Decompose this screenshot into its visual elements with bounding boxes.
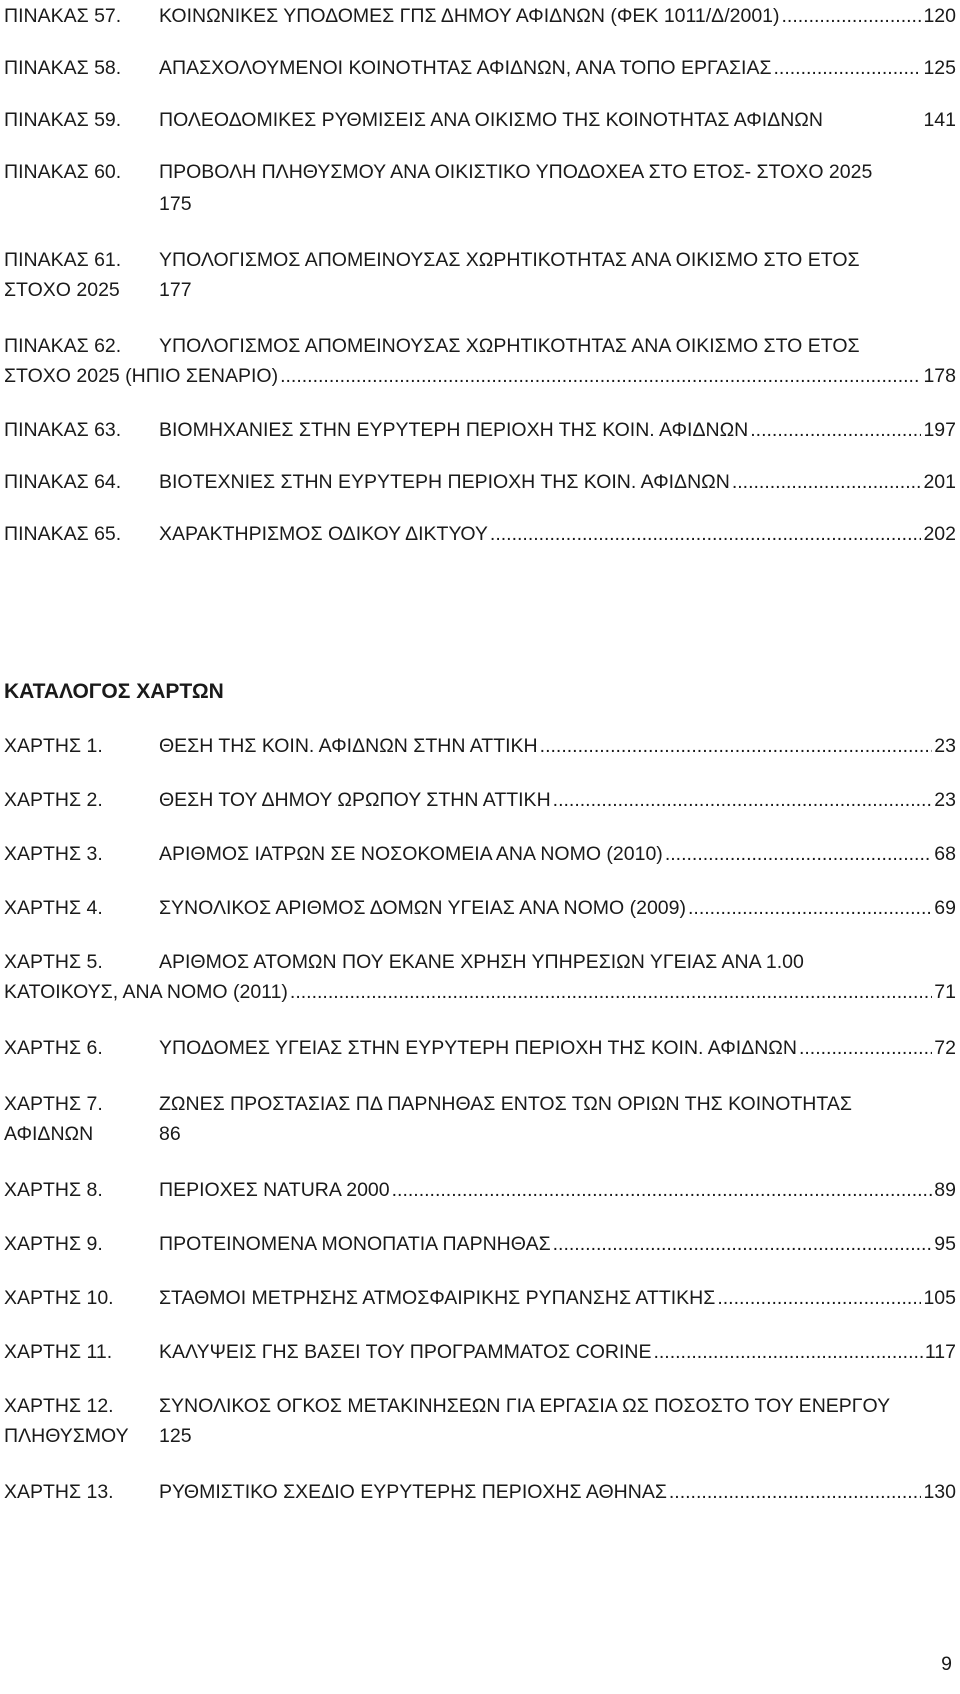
entry-page: 197 <box>923 419 956 441</box>
entry-leader <box>159 730 956 762</box>
toc-entry-map-11[interactable] <box>4 1336 956 1368</box>
entry-page: 125 <box>159 1425 192 1447</box>
page-number: 9 <box>941 1653 952 1675</box>
toc-entry-map-2[interactable] <box>4 784 956 816</box>
entry-leader <box>159 1282 956 1314</box>
entry-number-cont: ΠΛΗΘΥΣΜΟΥ <box>4 1425 129 1447</box>
entry-number: ΠΙΝΑΚΑΣ 57. <box>4 5 122 27</box>
dot-leader <box>799 1032 932 1064</box>
dot-leader <box>732 466 922 498</box>
entry-title: ΣΥΝΟΛΙΚΟΣ ΟΓΚΟΣ ΜΕΤΑΚΙΝΗΣΕΩΝ ΓΙΑ ΕΡΓΑΣΙΑ ΩΣ ΠΟΣΟΣΤΟ ΤΟΥ ΕΝΕΡΓΟΥ <box>159 1395 891 1417</box>
entry-number: ΧΑΡΤΗΣ 9. <box>4 1233 103 1255</box>
entry-number: ΠΙΝΑΚΑΣ 58. <box>4 57 122 79</box>
entry-page: 105 <box>923 1287 956 1309</box>
entry-page: 86 <box>159 1123 181 1145</box>
entry-number: ΠΙΝΑΚΑΣ 61. <box>4 249 122 271</box>
entry-leader <box>159 1174 956 1206</box>
dot-leader <box>717 1282 921 1314</box>
entry-page: 130 <box>923 1481 956 1503</box>
toc-entry-map-4[interactable] <box>4 892 956 924</box>
entry-title: ΚΑΛΥΨΕΙΣ ΓΗΣ ΒΑΣΕΙ ΤΟΥ ΠΡΟΓΡΑΜΜΑΤΟΣ CORINE <box>159 1341 652 1363</box>
toc-entry-map-7[interactable] <box>4 1088 956 1120</box>
entry-title: ΣΥΝΟΛΙΚΟΣ ΑΡΙΘΜΟΣ ΔΟΜΩΝ ΥΓΕΙΑΣ ΑΝΑ ΝΟΜΟ (2009) <box>159 897 686 919</box>
dot-leader <box>653 1336 922 1368</box>
dot-leader <box>290 976 932 1008</box>
entry-number: ΠΙΝΑΚΑΣ 64. <box>4 471 122 493</box>
toc-entry-map-13[interactable] <box>4 1476 956 1508</box>
entry-page: 178 <box>923 365 956 387</box>
toc-entry-table-62-cont <box>4 360 956 392</box>
entry-number: ΠΙΝΑΚΑΣ 59. <box>4 109 122 131</box>
toc-entry-map-10[interactable] <box>4 1282 956 1314</box>
entry-number: ΧΑΡΤΗΣ 11. <box>4 1341 113 1363</box>
entry-title: ΠΕΡΙΟΧΕΣ NATURA 2000 <box>159 1179 390 1201</box>
entry-leader <box>159 414 956 446</box>
entry-number: ΧΑΡΤΗΣ 13. <box>4 1481 114 1503</box>
toc-entry-map-5-cont <box>4 976 956 1008</box>
dot-leader <box>280 360 921 392</box>
entry-number-cont: ΣΤΟΧΟ 2025 <box>4 279 120 301</box>
entry-number: ΧΑΡΤΗΣ 2. <box>4 789 103 811</box>
entry-number: ΧΑΡΤΗΣ 8. <box>4 1179 103 1201</box>
dot-leader <box>782 0 922 32</box>
entry-number: ΠΙΝΑΚΑΣ 60. <box>4 161 122 183</box>
entry-title: ΑΠΑΣΧΟΛΟΥΜΕΝΟΙ ΚΟΙΝΟΤΗΤΑΣ ΑΦΙΔΝΩΝ, ΑΝΑ ΤΟΠΟ ΕΡΓΑΣΙΑΣ <box>159 57 772 79</box>
toc-entry-map-5[interactable] <box>4 946 956 978</box>
entry-page: 175 <box>159 193 192 215</box>
dot-leader <box>553 784 933 816</box>
entry-number: ΧΑΡΤΗΣ 6. <box>4 1037 103 1059</box>
toc-entry-map-9[interactable] <box>4 1228 956 1260</box>
entry-title: ΠΟΛΕΟΔΟΜΙΚΕΣ ΡΥΘΜΙΣΕΙΣ ΑΝΑ ΟΙΚΙΣΜΟ ΤΗΣ ΚΟΙΝΟΤΗΤΑΣ ΑΦΙΔΝΩΝ <box>159 109 823 131</box>
entry-title: ΥΠΟΛΟΓΙΣΜΟΣ ΑΠΟΜΕΙΝΟΥΣΑΣ ΧΩΡΗΤΙΚΟΤΗΤΑΣ ΑΝΑ ΟΙΚΙΣΜΟ ΣΤΟ ΕΤΟΣ <box>159 335 860 357</box>
toc-entry-table-60-page <box>4 188 956 220</box>
entry-title-cont: ΣΤΟΧΟ 2025 (ΗΠΙΟ ΣΕΝΑΡΙΟ) <box>4 365 279 387</box>
entry-number-cont: ΑΦΙΔΝΩΝ <box>4 1123 94 1145</box>
toc-entry-map-8[interactable] <box>4 1174 956 1206</box>
entry-title: ΠΡΟΤΕΙΝΟΜΕΝΑ ΜΟΝΟΠΑΤΙΑ ΠΑΡΝΗΘΑΣ <box>159 1233 551 1255</box>
entry-title-cont: ΚΑΤΟΙΚΟΥΣ, ΑΝΑ ΝΟΜΟ (2011) <box>4 981 288 1003</box>
entry-title: ΒΙΟΜΗΧΑΝΙΕΣ ΣΤΗΝ ΕΥΡΥΤΕΡΗ ΠΕΡΙΟΧΗ ΤΗΣ ΚΟΙΝ. ΑΦΙΔΝΩΝ <box>159 419 749 441</box>
toc-entry-map-3[interactable] <box>4 838 956 870</box>
toc-entry-table-62[interactable] <box>4 330 956 362</box>
entry-leader <box>159 1228 956 1260</box>
entry-page: 95 <box>934 1233 956 1255</box>
entry-title: ΥΠΟΛΟΓΙΣΜΟΣ ΑΠΟΜΕΙΝΟΥΣΑΣ ΧΩΡΗΤΙΚΟΤΗΤΑΣ ΑΝΑ ΟΙΚΙΣΜΟ ΣΤΟ ΕΤΟΣ <box>159 249 860 271</box>
toc-entry-table-64[interactable] <box>4 466 956 498</box>
entry-title: ΡΥΘΜΙΣΤΙΚΟ ΣΧΕΔΙΟ ΕΥΡΥΤΕΡΗΣ ΠΕΡΙΟΧΗΣ ΑΘΗΝΑΣ <box>159 1481 667 1503</box>
toc-entry-table-58[interactable] <box>4 52 956 84</box>
entry-title: ΘΕΣΗ ΤΗΣ ΚΟΙΝ. ΑΦΙΔΝΩΝ ΣΤΗΝ ΑΤΤΙΚΗ <box>159 735 538 757</box>
entry-title: ΠΡΟΒΟΛΗ ΠΛΗΘΥΣΜΟΥ ΑΝΑ ΟΙΚΙΣΤΙΚΟ ΥΠΟΔΟΧΕΑ ΣΤΟ ΕΤΟΣ- ΣΤΟΧΟ 2025 <box>159 161 873 183</box>
dot-leader <box>490 518 922 550</box>
entry-number: ΧΑΡΤΗΣ 1. <box>4 735 103 757</box>
entry-leader <box>159 1032 956 1064</box>
entry-page: 69 <box>934 897 956 919</box>
entry-page: 68 <box>934 843 956 865</box>
entry-page: 202 <box>923 523 956 545</box>
entry-leader <box>159 838 956 870</box>
entry-title: ΒΙΟΤΕΧΝΙΕΣ ΣΤΗΝ ΕΥΡΥΤΕΡΗ ΠΕΡΙΟΧΗ ΤΗΣ ΚΟΙΝ. ΑΦΙΔΝΩΝ <box>159 471 730 493</box>
entry-page: 120 <box>923 5 956 27</box>
entry-number: ΧΑΡΤΗΣ 5. <box>4 951 103 973</box>
toc-entry-table-59[interactable] <box>4 104 956 136</box>
toc-entry-map-6[interactable] <box>4 1032 956 1064</box>
entry-number: ΠΙΝΑΚΑΣ 65. <box>4 523 122 545</box>
entry-page: 89 <box>934 1179 956 1201</box>
entry-leader <box>159 1476 956 1508</box>
entry-page: 117 <box>924 1341 956 1363</box>
toc-entry-map-12[interactable] <box>4 1390 956 1422</box>
dot-leader <box>553 1228 933 1260</box>
entry-leader <box>4 360 956 392</box>
dot-leader <box>688 892 932 924</box>
entry-number: ΧΑΡΤΗΣ 3. <box>4 843 103 865</box>
toc-entry-table-63[interactable] <box>4 414 956 446</box>
entry-leader <box>159 0 956 32</box>
entry-number: ΧΑΡΤΗΣ 7. <box>4 1093 103 1115</box>
dot-leader <box>665 838 932 870</box>
entry-title: ΖΩΝΕΣ ΠΡΟΣΤΑΣΙΑΣ ΠΔ ΠΑΡΝΗΘΑΣ ΕΝΤΟΣ ΤΩΝ ΟΡΙΩΝ ΤΗΣ ΚΟΙΝΟΤΗΤΑΣ <box>159 1093 852 1115</box>
entry-page: 141 <box>923 109 956 131</box>
dot-leader <box>540 730 933 762</box>
entry-page: 72 <box>934 1037 956 1059</box>
dot-leader <box>392 1174 933 1206</box>
entry-leader <box>159 892 956 924</box>
entry-title: ΣΤΑΘΜΟΙ ΜΕΤΡΗΣΗΣ ΑΤΜΟΣΦΑΙΡΙΚΗΣ ΡΥΠΑΝΣΗΣ ΑΤΤΙΚΗΣ <box>159 1287 716 1309</box>
dot-leader <box>774 52 922 84</box>
entry-title: ΘΕΣΗ ΤΟΥ ΔΗΜΟΥ ΩΡΩΠΟΥ ΣΤΗΝ ΑΤΤΙΚΗ <box>159 789 551 811</box>
toc-entry-table-65[interactable] <box>4 518 956 550</box>
entry-title: ΑΡΙΘΜΟΣ ΑΤΟΜΩΝ ΠΟΥ ΕΚΑΝΕ ΧΡΗΣΗ ΥΠΗΡΕΣΙΩΝ ΥΓΕΙΑΣ ΑΝΑ 1.00 <box>159 951 804 973</box>
entry-title: ΥΠΟΔΟΜΕΣ ΥΓΕΙΑΣ ΣΤΗΝ ΕΥΡΥΤΕΡΗ ΠΕΡΙΟΧΗ ΤΗΣ ΚΟΙΝ. ΑΦΙΔΝΩΝ <box>159 1037 797 1059</box>
entry-number: ΧΑΡΤΗΣ 12. <box>4 1395 114 1417</box>
maps-section-heading: ΚΑΤΑΛΟΓΟΣ ΧΑΡΤΩΝ <box>4 680 224 703</box>
entry-leader <box>4 976 956 1008</box>
toc-entry-table-61-cont <box>4 274 956 306</box>
entry-leader <box>159 466 956 498</box>
dot-leader <box>750 414 921 446</box>
entry-leader <box>159 52 956 84</box>
entry-leader <box>159 1336 956 1368</box>
entry-title: ΧΑΡΑΚΤΗΡΙΣΜΟΣ ΟΔΙΚΟΥ ΔΙΚΤΥΟΥ <box>159 523 488 545</box>
entry-page: 23 <box>934 789 956 811</box>
toc-entry-table-57[interactable] <box>4 0 956 32</box>
toc-entry-table-60[interactable] <box>4 156 956 188</box>
toc-entry-table-61[interactable] <box>4 244 956 276</box>
dot-leader <box>669 1476 922 1508</box>
entry-leader <box>159 518 956 550</box>
entry-page: 177 <box>159 279 192 301</box>
entry-page: 201 <box>923 471 956 493</box>
entry-leader <box>159 784 956 816</box>
entry-number: ΧΑΡΤΗΣ 10. <box>4 1287 114 1309</box>
entry-number: ΧΑΡΤΗΣ 4. <box>4 897 103 919</box>
entry-page: 125 <box>923 57 956 79</box>
entry-number: ΠΙΝΑΚΑΣ 63. <box>4 419 122 441</box>
toc-entry-map-7-cont <box>4 1118 956 1150</box>
toc-entry-map-12-cont <box>4 1420 956 1452</box>
entry-title: ΑΡΙΘΜΟΣ ΙΑΤΡΩΝ ΣΕ ΝΟΣΟΚΟΜΕΙΑ ΑΝΑ ΝΟΜΟ (2010) <box>159 843 663 865</box>
entry-number: ΠΙΝΑΚΑΣ 62. <box>4 335 122 357</box>
entry-page: 71 <box>934 981 956 1003</box>
entry-page: 23 <box>934 735 956 757</box>
toc-entry-map-1[interactable] <box>4 730 956 762</box>
entry-title: ΚΟΙΝΩΝΙΚΕΣ ΥΠΟΔΟΜΕΣ ΓΠΣ ΔΗΜΟΥ ΑΦΙΔΝΩΝ (ΦΕΚ 1011/Δ/2001) <box>159 5 780 27</box>
